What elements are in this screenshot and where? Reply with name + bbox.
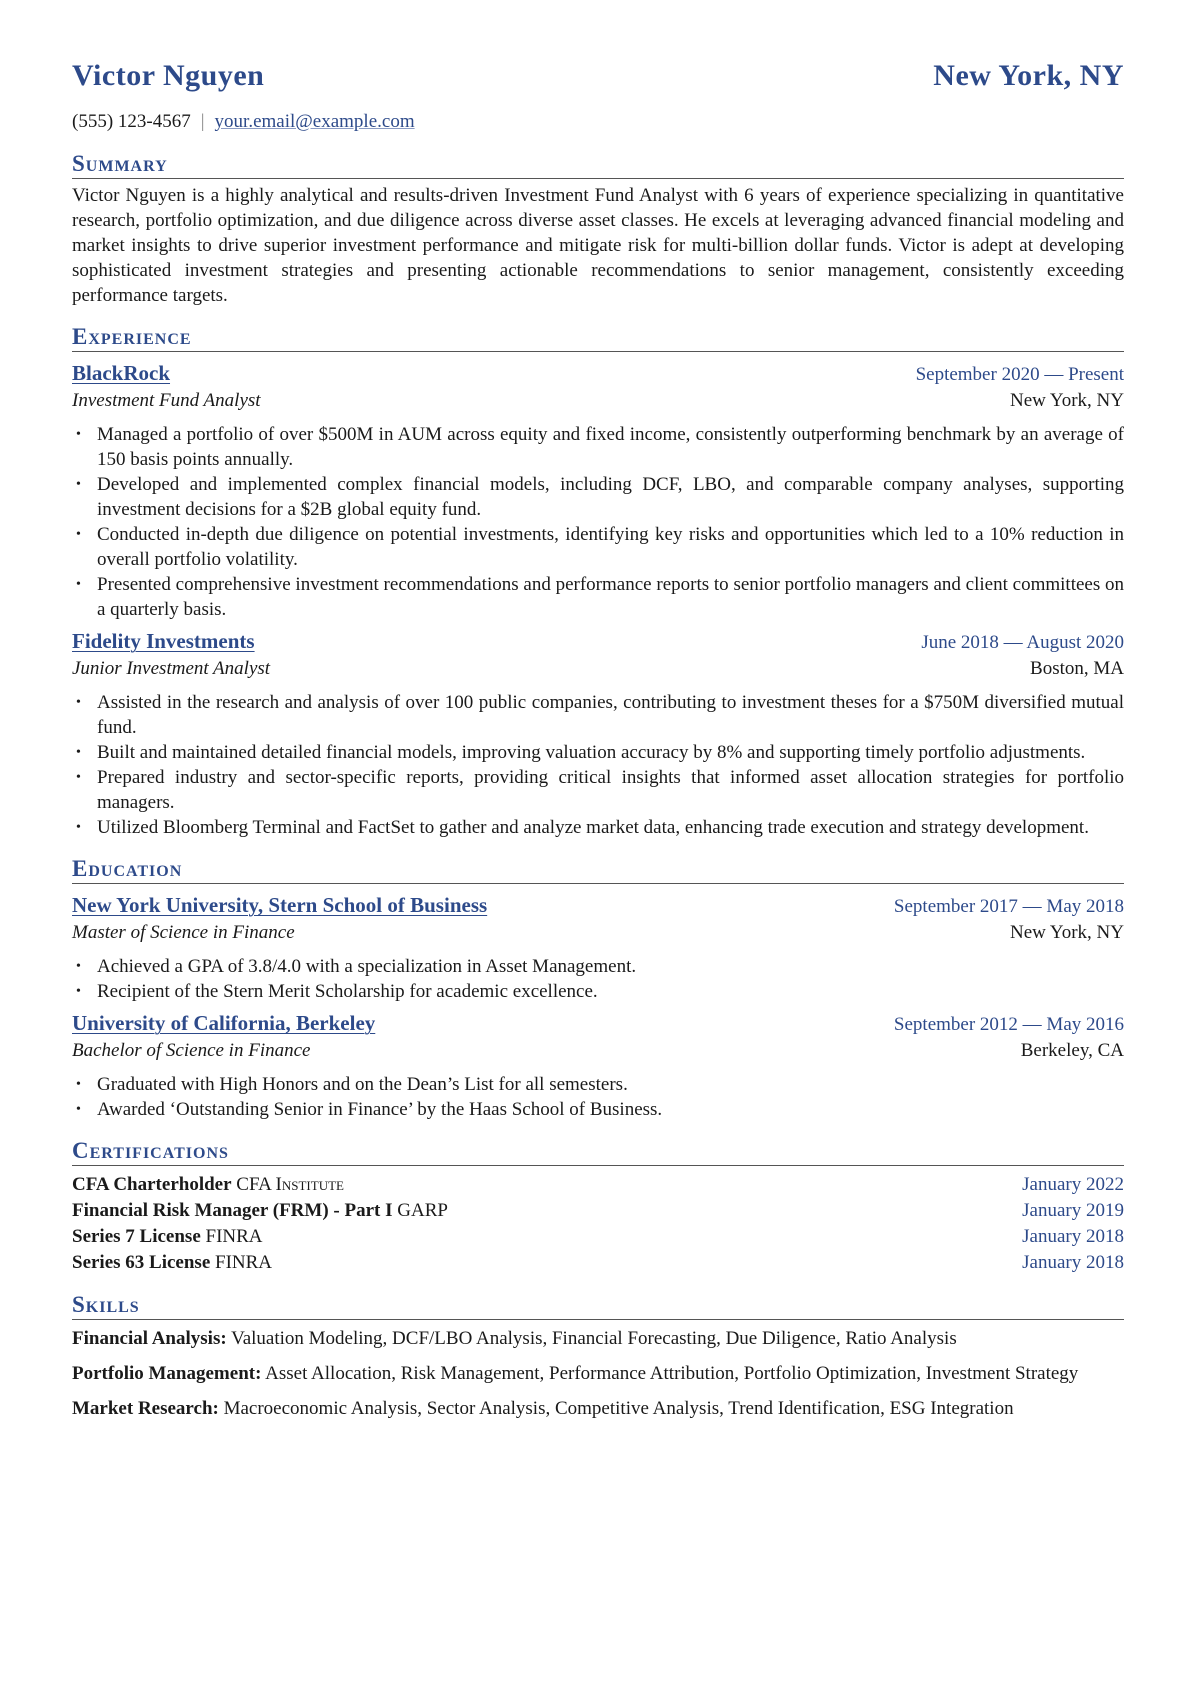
section-title-summary: Summary [72,150,1124,179]
job-title: Junior Investment Analyst [72,658,271,679]
bullet-text: Recipient of the Stern Merit Scholarship for academic excellence. [97,981,598,1002]
bullet-list [72,690,1124,840]
bullet-icon: • [76,984,81,999]
employment-dates: June 2018 — August 2020 [921,632,1124,653]
contact-line [72,108,1124,135]
school-location: Berkeley, CA [1020,1040,1124,1061]
certification-issuer: GARP [397,1200,448,1221]
degree: Master of Science in Finance [72,922,295,943]
certification-name: Financial Risk Manager (FRM) - Part I [72,1200,393,1221]
experience-entry [72,626,1124,840]
candidate-name: Victor Nguyen [72,59,265,92]
list-item [72,815,1124,840]
bullet-icon: • [76,745,81,760]
skills-list [72,1326,1124,1421]
education-dates: September 2012 — May 2016 [893,1014,1124,1035]
certification-date: January 2022 [1022,1174,1124,1195]
list-item [72,690,1124,740]
certification-date: January 2018 [1022,1226,1124,1247]
bullet-list [72,422,1124,622]
bullet-text: Graduated with High Honors and on the Dean’s List for all semesters. [97,1074,628,1095]
certification-row [72,1172,1124,1198]
school-link[interactable]: New York University, Stern School of Business [72,893,488,917]
phone-number: (555) 123-4567 [72,111,191,132]
bullet-icon: • [76,427,81,442]
certification-name: Series 63 License [72,1252,211,1273]
job-location: Boston, MA [1030,658,1124,679]
certification-name: CFA Charterholder [72,1174,232,1195]
job-location: New York, NY [1009,390,1124,411]
bullet-text: Managed a portfolio of over $500M in AUM across equity and fixed income, consistently outperforming benchmark by an average of 150 basis points annually. [97,424,1124,470]
bullet-text: Utilized Bloomberg Terminal and FactSet to gather and analyze market data, enhancing trade execution and strategy development. [97,817,1089,838]
section-title-experience: Experience [72,323,1124,352]
bullet-text: Assisted in the research and analysis of over 100 public companies, contributing to investment theses for a $750M diversified mutual fund. [97,692,1124,738]
job-title: Investment Fund Analyst [72,390,261,411]
school-location: New York, NY [1009,922,1124,943]
skill-values: Asset Allocation, Risk Management, Performance Attribution, Portfolio Optimization, Investment Strategy [265,1363,1079,1384]
list-item [72,572,1124,622]
employer-link[interactable]: Fidelity Investments [72,629,255,653]
bullet-text: Prepared industry and sector-specific reports, providing critical insights that informed asset allocation strategies for portfolio managers. [97,767,1124,813]
certification-row [72,1250,1124,1276]
section-title-skills: Skills [72,1291,1124,1320]
list-item [72,740,1124,765]
resume-page [72,59,1124,1431]
bullet-text: Achieved a GPA of 3.8/4.0 with a specialization in Asset Management. [97,956,637,977]
skill-row [72,1396,1124,1421]
bullet-icon: • [76,527,81,542]
skill-category: Market Research: [72,1398,219,1419]
experience-entry [72,358,1124,622]
list-item [72,1072,1124,1097]
skill-row [72,1361,1124,1386]
list-item [72,765,1124,815]
skill-values: Macroeconomic Analysis, Sector Analysis, Competitive Analysis, Trend Identification, ESG Integration [223,1398,1014,1419]
bullet-text: Presented comprehensive investment recommendations and performance reports to senior portfolio managers and client committees on a quarterly basis. [97,574,1124,620]
bullet-icon: • [76,1102,81,1117]
education-entry [72,1008,1124,1122]
certification-issuer: CFA Institute [236,1174,344,1195]
list-item [72,979,1124,1004]
skill-category: Financial Analysis: [72,1328,227,1349]
bullet-icon: • [76,695,81,710]
employment-dates: September 2020 — Present [915,364,1124,385]
bullet-icon: • [76,1077,81,1092]
list-item [72,472,1124,522]
list-item [72,954,1124,979]
list-item [72,422,1124,472]
certification-date: January 2019 [1022,1200,1124,1221]
bullet-text: Built and maintained detailed financial models, improving valuation accuracy by 8% and supporting timely portfolio adjustments. [97,742,1086,763]
certification-name: Series 7 License [72,1226,201,1247]
summary-text: Victor Nguyen is a highly analytical and results-driven Investment Fund Analyst with 6 years of experience specializing in quantitative research, portfolio optimization, and due diligence across diverse asset classes. He excels at leveraging advanced financial modeling and market insights to drive superior investment performance and mitigate risk for multi-billion dollar funds. Victor is adept at developing sophisticated investment strategies and presenting actionable recommendations to senior management, consistently exceeding performance targets. [72,185,1124,306]
education-entry [72,890,1124,1004]
degree: Bachelor of Science in Finance [72,1040,311,1061]
email-link[interactable]: your.email@example.com [214,111,415,132]
bullet-text: Awarded ‘Outstanding Senior in Finance’ by the Haas School of Business. [97,1099,663,1120]
section-title-education: Education [72,855,1124,884]
certification-issuer: FINRA [215,1252,273,1273]
certification-row [72,1224,1124,1250]
bullet-text: Developed and implemented complex financial models, including DCF, LBO, and comparable company analyses, supporting investment decisions for a $2B global equity fund. [97,474,1124,520]
certification-date: January 2018 [1022,1252,1124,1273]
bullet-icon: • [76,959,81,974]
certifications-list [72,1172,1124,1276]
school-link[interactable]: University of California, Berkeley [72,1011,376,1035]
bullet-icon: • [76,770,81,785]
bullet-text: Conducted in-depth due diligence on potential investments, identifying key risks and opportunities which led to a 10% reduction in overall portfolio volatility. [97,524,1124,570]
employer-link[interactable]: BlackRock [72,361,171,385]
header-location: New York, NY [933,59,1124,92]
list-item [72,1097,1124,1122]
bullet-icon: • [76,577,81,592]
section-title-certifications: Certifications [72,1137,1124,1166]
certification-row [72,1198,1124,1224]
bullet-list [72,954,1124,1004]
skill-row [72,1326,1124,1351]
list-item [72,522,1124,572]
skill-category: Portfolio Management: [72,1363,262,1384]
education-dates: September 2017 — May 2018 [893,896,1124,917]
bullet-icon: • [76,477,81,492]
skill-values: Valuation Modeling, DCF/LBO Analysis, Financial Forecasting, Due Diligence, Ratio Analysis [231,1328,957,1349]
contact-separator: | [200,111,205,132]
certification-issuer: FINRA [205,1226,263,1247]
header [72,59,1124,102]
bullet-list [72,1072,1124,1122]
bullet-icon: • [76,820,81,835]
